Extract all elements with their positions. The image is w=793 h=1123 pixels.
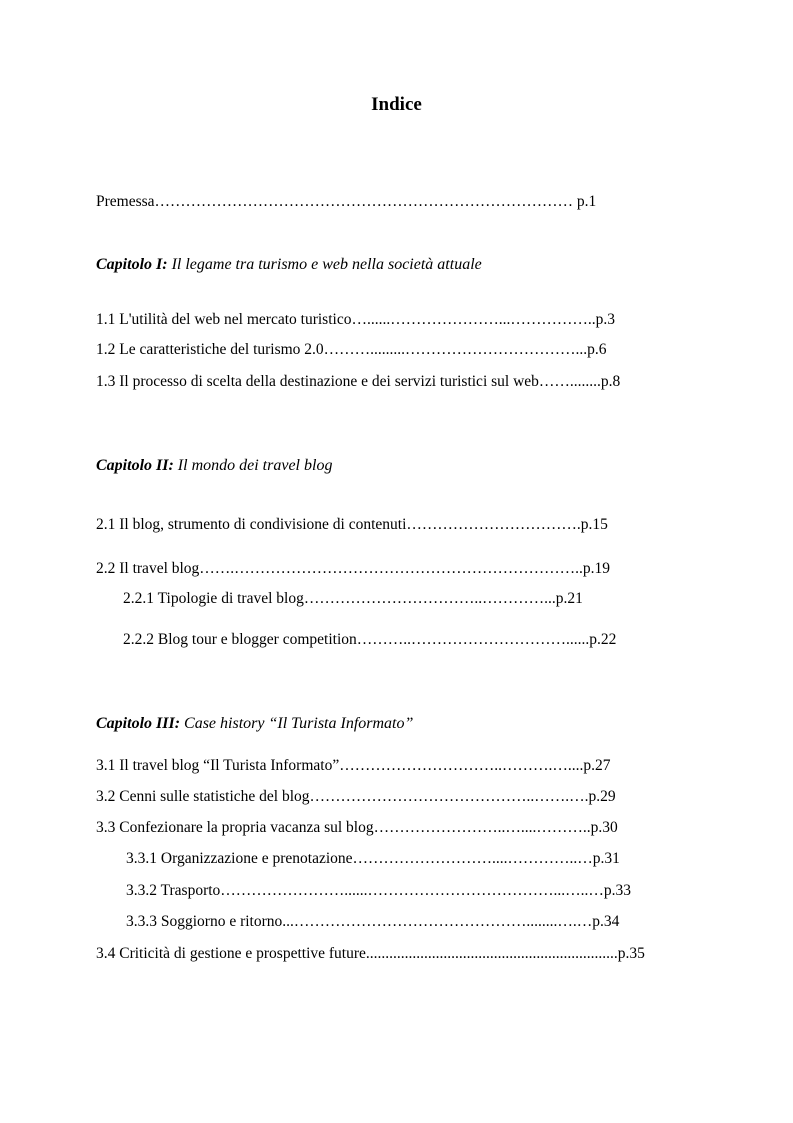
toc-entry: 1.1 L'utilità del web nel mercato turistico…......…………………...……………..p.3 (96, 311, 615, 328)
toc-entry: 3.3 Confezionare la propria vacanza sul blog……………………..…....………..p.30 (96, 819, 618, 836)
chapter-title: Case history “Il Turista Informato” (184, 715, 414, 732)
toc-entry: 3.3.3 Soggiorno e ritorno...………………………………………........….…p.34 (126, 913, 620, 930)
toc-entry: 3.1 Il travel blog “Il Turista Informato”…………………………..……….…....p.27 (96, 757, 611, 774)
toc-entry: 2.2.2 Blog tour e blogger competition………..…………………………......p.22 (123, 631, 617, 648)
toc-premessa: Premessa……………………………………………………………………… p.1 (96, 193, 597, 210)
chapter-label: Capitolo III: (96, 715, 181, 732)
toc-entry: 2.1 Il blog, strumento di condivisione di contenuti…………………………….p.15 (96, 516, 608, 533)
toc-entry: 3.2 Cenni sulle statistiche del blog……………………………………..…….….p.29 (96, 788, 616, 805)
toc-entry: 2.2 Il travel blog…….…………………………………………………………..p.19 (96, 560, 611, 577)
chapter-label: Capitolo I: (96, 256, 168, 273)
chapter-heading-3 (96, 714, 413, 734)
toc-entry: 2.2.1 Tipologie di travel blog……………………………..…………...p.21 (123, 590, 583, 607)
chapter-heading-1 (96, 255, 482, 275)
toc-entry: 1.3 Il processo di scelta della destinazione e dei servizi turistici sul web……........p.8 (96, 373, 621, 390)
page-title: Indice (371, 94, 422, 115)
chapter-heading-2 (96, 456, 332, 476)
toc-entry: 3.4 Criticità di gestione e prospettive future.................................................................p.35 (96, 945, 645, 962)
toc-entry: 3.3.1 Organizzazione e prenotazione………………………....…………..…p.31 (126, 850, 620, 867)
chapter-label: Capitolo II: (96, 457, 174, 474)
chapter-title: Il legame tra turismo e web nella società attuale (171, 256, 482, 273)
chapter-title: Il mondo dei travel blog (177, 457, 333, 474)
toc-entry: 1.2 Le caratteristiche del turismo 2.0……….........……………………………...p.6 (96, 341, 607, 358)
toc-entry: 3.3.2 Trasporto……………………......………………………………...…..…p.33 (126, 882, 632, 899)
